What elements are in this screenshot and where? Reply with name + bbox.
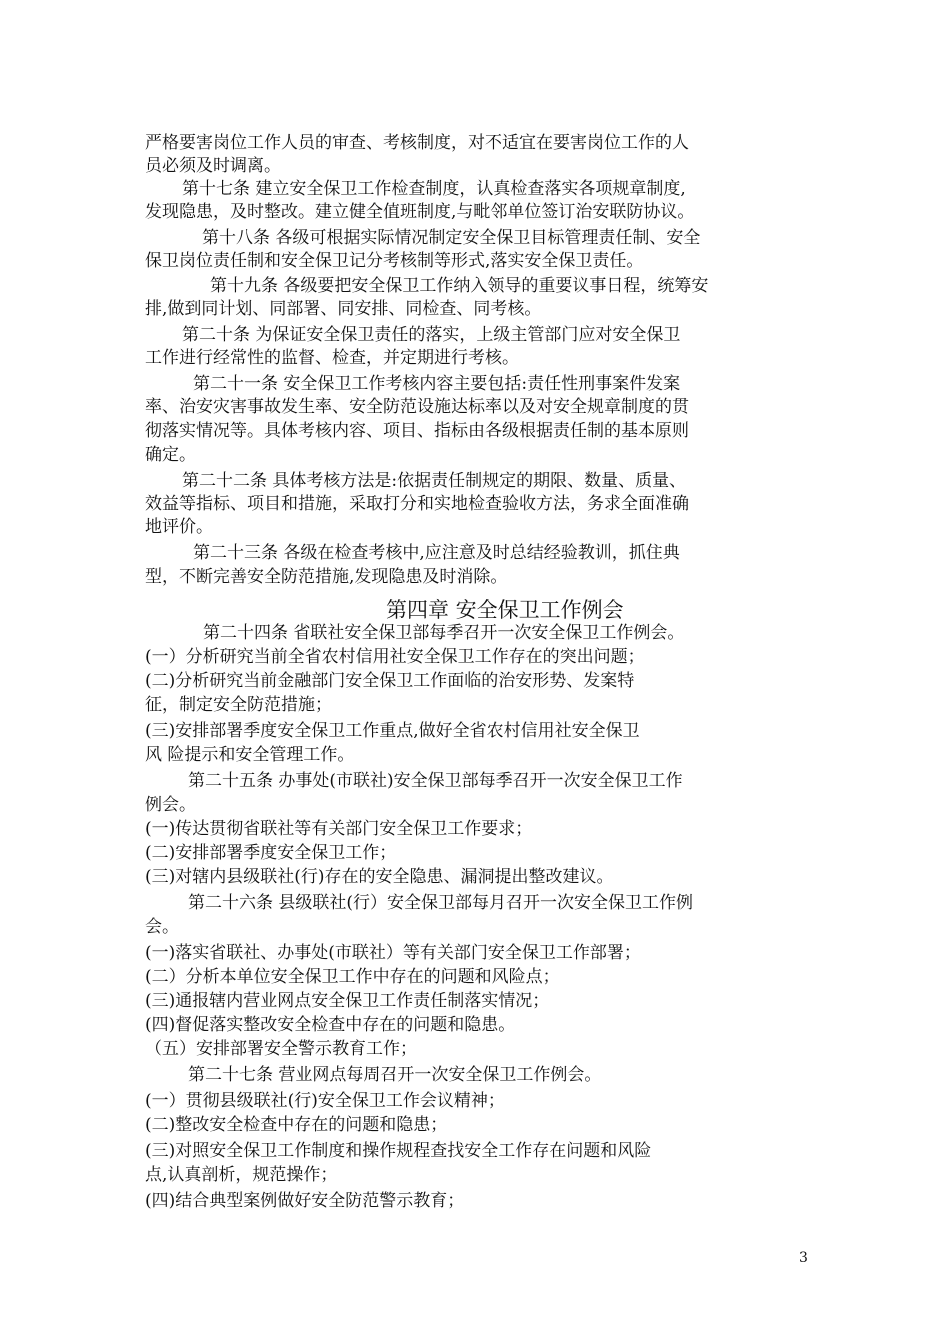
text-line: 第十八条 各级可根据实际情况制定安全保卫目标管理责任制、安全 [202, 228, 701, 248]
text-line: (三)通报辖内营业网点安全保卫工作责任制落实情况； [145, 991, 550, 1011]
text-line: (三)对照安全保卫工作制度和操作规程查找安全工作存在问题和风险 [145, 1141, 652, 1161]
text-line: 例会。 [145, 795, 196, 815]
text-line: 第二十条 为保证安全保卫责任的落实，上级主管部门应对安全保卫 [182, 325, 681, 345]
text-line: 风 险提示和安全管理工作。 [145, 745, 355, 765]
text-line: 型，不断完善安全防范措施,发现隐患及时消除。 [145, 567, 508, 587]
text-line: 征，制定安全防范措施； [145, 695, 332, 715]
text-line: 第二十四条 省联社安全保卫部每季召开一次安全保卫工作例会。 [203, 623, 685, 643]
text-line: (一)落实省联社、办事处(市联社）等有关部门安全保卫工作部署； [145, 943, 641, 963]
text-line: 第十七条 建立安全保卫工作检查制度，认真检查落实各项规章制度, [182, 179, 686, 199]
text-line: 第二十六条 县级联社(行）安全保卫部每月召开一次安全保卫工作例 [188, 893, 694, 913]
page-number: 3 [799, 1250, 808, 1266]
text-line: 第二十二条 具体考核方法是:依据责任制规定的期限、数量、质量、 [182, 471, 687, 491]
text-line: 第二十一条 安全保卫工作考核内容主要包括:责任性刑事案件发案 [193, 374, 681, 394]
text-line: (二)安排部署季度安全保卫工作； [145, 843, 397, 863]
text-line: (二)分析研究当前金融部门安全保卫工作面临的治安形势、发案特 [145, 671, 635, 691]
text-line: 员必须及时调离。 [145, 156, 281, 176]
text-line: 第二十七条 营业网点每周召开一次安全保卫工作例会。 [188, 1065, 602, 1085]
text-line: 点,认真剖析，规范操作； [145, 1165, 338, 1185]
text-line: (一）分析研究当前全省农村信用社安全保卫工作存在的突出问题； [145, 647, 645, 667]
text-line: 效益等指标、项目和措施，采取打分和实地检查验收方法，务求全面准确 [145, 494, 689, 514]
text-line: (二）分析本单位安全保卫工作中存在的问题和风险点； [145, 967, 560, 987]
text-line: 会。 [145, 917, 179, 937]
text-line: 排,做到同计划、同部署、同安排、同检查、同考核。 [145, 299, 542, 319]
text-line: 严格要害岗位工作人员的审查、考核制度，对不适宜在要害岗位工作的人 [145, 133, 689, 153]
text-line: 地评价。 [145, 517, 213, 537]
text-line: （五）安排部署安全警示教育工作； [145, 1039, 417, 1059]
text-line: 第二十五条 办事处(市联社)安全保卫部每季召开一次安全保卫工作 [188, 771, 683, 791]
text-line: (一)传达贯彻省联社等有关部门安全保卫工作要求； [145, 819, 533, 839]
text-line: 确定。 [145, 445, 196, 465]
text-line: (一）贯彻县级联社(行)安全保卫工作会议精神； [145, 1091, 505, 1111]
chapter-heading: 第四章 安全保卫工作例会 [386, 598, 624, 622]
text-line: 第十九条 各级要把安全保卫工作纳入领导的重要议事日程，统筹安 [210, 276, 709, 296]
text-line: 发现隐患，及时整改。建立健全值班制度,与毗邻单位签订治安联防协议。 [145, 202, 695, 222]
text-line: 彻落实情况等。具体考核内容、项目、指标由各级根据责任制的基本原则 [145, 421, 689, 441]
text-line: (三)对辖内县级联社(行)存在的安全隐患、漏洞提出整改建议。 [145, 867, 614, 887]
text-line: 工作进行经常性的监督、检查，并定期进行考核。 [145, 348, 519, 368]
text-line: (三)安排部署季度安全保卫工作重点,做好全省农村信用社安全保卫 [145, 721, 640, 741]
text-line: 保卫岗位责任制和安全保卫记分考核制等形式,落实安全保卫责任。 [145, 251, 644, 271]
text-line: (四)督促落实整改安全检查中存在的问题和隐患。 [145, 1015, 516, 1035]
text-line: 率、治安灾害事故发生率、安全防范设施达标率以及对安全规章制度的贯 [145, 397, 689, 417]
text-line: (四)结合典型案例做好安全防范警示教育； [145, 1191, 465, 1211]
text-line: 第二十三条 各级在检查考核中,应注意及时总结经验教训，抓住典 [193, 543, 680, 563]
text-line: (二)整改安全检查中存在的问题和隐患； [145, 1115, 448, 1135]
